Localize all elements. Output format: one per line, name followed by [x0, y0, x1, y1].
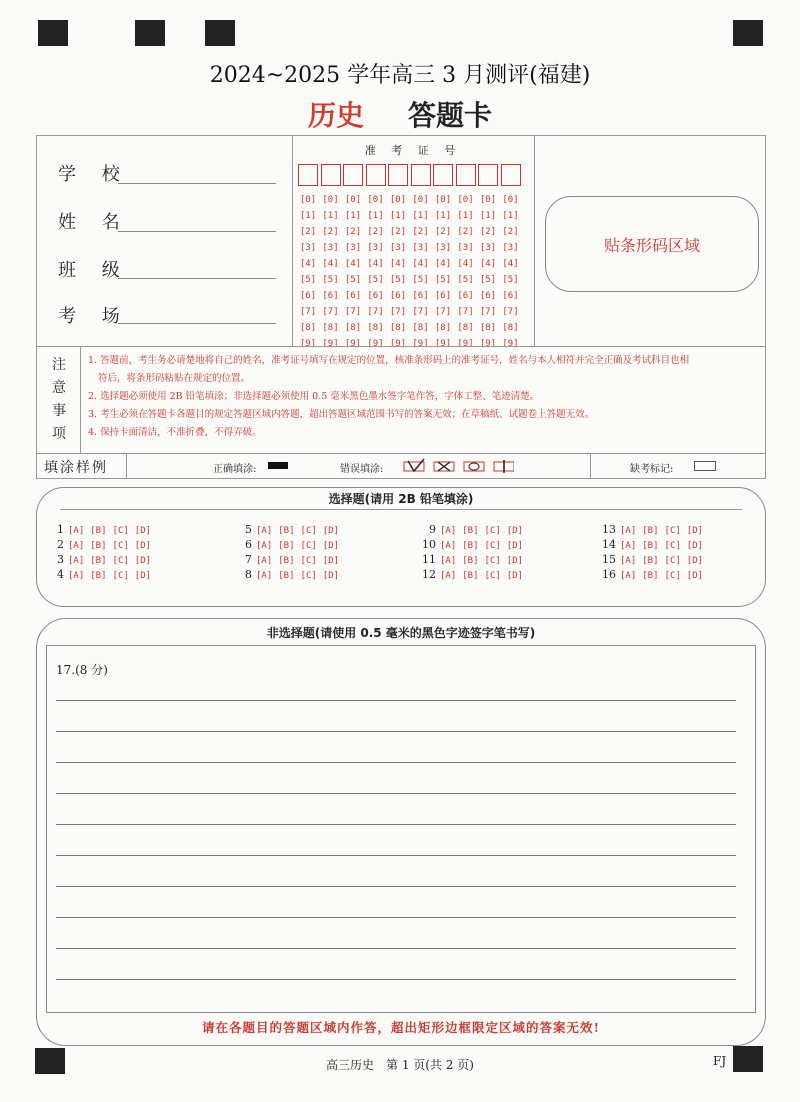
mcq-question-row	[420, 523, 529, 536]
mcq-question-row	[420, 538, 529, 551]
digit-bubble[interactable]: [3]	[344, 243, 362, 253]
digit-bubble[interactable]: [9]	[412, 339, 429, 349]
digit-bubble[interactable]: [4]	[299, 259, 317, 269]
digit-bubble[interactable]: [8]	[322, 323, 339, 333]
name-field[interactable]	[118, 231, 276, 232]
id-digit-column[interactable]	[343, 192, 363, 352]
id-digit-cell[interactable]	[366, 164, 386, 186]
question-number: 1	[57, 523, 64, 536]
id-digit-column[interactable]	[388, 192, 408, 352]
option-bubble[interactable]: [B]	[278, 556, 295, 566]
digit-bubble[interactable]: [1]	[502, 211, 519, 221]
digit-bubble[interactable]: [1]	[434, 211, 452, 221]
option-bubble[interactable]: [A]	[256, 571, 273, 581]
digit-bubble[interactable]: [6]	[322, 291, 339, 301]
answer-line[interactable]	[56, 855, 736, 856]
digit-bubble[interactable]: [4]	[502, 259, 519, 269]
digit-bubble[interactable]: [8]	[412, 323, 429, 333]
question-number: 9	[429, 523, 436, 536]
digit-bubble[interactable]: [3]	[322, 243, 339, 253]
digit-bubble[interactable]: [3]	[502, 243, 519, 253]
option-bubble[interactable]: [C]	[112, 571, 129, 581]
digit-bubble[interactable]: [1]	[479, 211, 497, 221]
question-number: 8	[245, 568, 252, 581]
digit-bubble[interactable]: [0]	[344, 195, 362, 205]
digit-bubble[interactable]: [3]	[412, 243, 429, 253]
option-bubble[interactable]: [C]	[664, 541, 681, 551]
subject-name: 历史	[307, 99, 364, 132]
digit-bubble[interactable]: [3]	[367, 243, 384, 253]
room-field[interactable]	[118, 323, 276, 324]
barcode-area[interactable]: 贴条形码区域	[545, 196, 759, 292]
option-bubble[interactable]: [C]	[300, 571, 317, 581]
notice-line: 符后，将条形码粘贴在规定的位置。	[98, 373, 251, 384]
option-bubble[interactable]: [D]	[686, 556, 704, 566]
option-bubble[interactable]: [C]	[664, 526, 681, 536]
notice-line: 4. 保持卡面清洁，不准折叠，不得弄破。	[88, 427, 262, 438]
option-bubble[interactable]: [A]	[440, 571, 457, 581]
question-number: 15	[602, 553, 616, 566]
answer-line[interactable]	[56, 979, 736, 980]
wrong-fill-samples	[402, 458, 514, 474]
digit-bubble[interactable]: [7]	[412, 307, 429, 317]
digit-bubble[interactable]: [5]	[457, 275, 474, 285]
option-bubble[interactable]: [D]	[322, 541, 340, 551]
option-bubble[interactable]: [A]	[620, 571, 637, 581]
mcq-question-row	[48, 523, 157, 536]
notice-line: 1. 答题前，考生务必请楚地将自己的姓名，准考证号填写在规定的位置，核准条形码上的准考证号，姓名与本人相符并完全正确及考试科目也相	[88, 355, 690, 366]
option-bubble[interactable]: [B]	[278, 571, 295, 581]
notice-line: 2. 选择题必须使用 2B 铅笔填涂；非选择题必须使用 0.5 毫米黑色墨水签字笔作答，字体工整、笔迹清楚。	[88, 391, 540, 402]
option-bubble[interactable]: [A]	[440, 556, 457, 566]
mcq-question-row	[236, 523, 345, 536]
digit-bubble[interactable]: [7]	[434, 307, 452, 317]
id-digit-cell[interactable]	[501, 164, 521, 186]
digit-bubble[interactable]: [2]	[344, 227, 362, 237]
digit-bubble[interactable]: [3]	[389, 243, 407, 253]
digit-bubble[interactable]: [4]	[479, 259, 497, 269]
question-number: 16	[602, 568, 616, 581]
mcq-question-row	[420, 553, 529, 566]
id-digit-cell[interactable]	[388, 164, 408, 186]
timing-mark	[733, 20, 763, 46]
option-bubble[interactable]: [C]	[300, 556, 317, 566]
mcq-question-row	[236, 538, 345, 551]
digit-bubble[interactable]: [0]	[457, 195, 474, 205]
mcq-question-row	[236, 568, 345, 581]
option-bubble[interactable]: [D]	[686, 571, 704, 581]
option-bubble[interactable]: [B]	[462, 541, 479, 551]
digit-bubble[interactable]: [5]	[322, 275, 339, 285]
option-bubble[interactable]: [C]	[484, 571, 501, 581]
digit-bubble[interactable]: [4]	[389, 259, 407, 269]
option-bubble[interactable]: [C]	[112, 526, 129, 536]
id-digit-column[interactable]	[456, 192, 476, 352]
digit-bubble[interactable]: [3]	[299, 243, 317, 253]
option-bubble[interactable]: [A]	[68, 526, 85, 536]
id-digit-column[interactable]	[411, 192, 431, 352]
option-bubble[interactable]: [C]	[484, 556, 501, 566]
digit-bubble[interactable]: [4]	[412, 259, 429, 269]
question-number: 5	[245, 523, 252, 536]
question-number: 2	[57, 538, 64, 551]
digit-bubble[interactable]: [6]	[502, 291, 519, 301]
option-bubble[interactable]: [D]	[686, 541, 704, 551]
answer-line[interactable]	[56, 793, 736, 794]
digit-bubble[interactable]: [9]	[367, 339, 384, 349]
option-bubble[interactable]: [B]	[642, 541, 659, 551]
digit-bubble[interactable]: [2]	[367, 227, 384, 237]
mcq-question-row	[48, 538, 157, 551]
digit-bubble[interactable]: [9]	[502, 339, 519, 349]
id-digit-cell[interactable]	[433, 164, 453, 186]
correct-fill-sample	[268, 462, 288, 469]
id-digit-column[interactable]	[501, 192, 521, 352]
digit-bubble[interactable]: [2]	[502, 227, 519, 237]
digit-bubble[interactable]: [1]	[299, 211, 317, 221]
digit-bubble[interactable]: [4]	[367, 259, 384, 269]
room-label: 考 场	[58, 306, 130, 327]
option-bubble[interactable]: [D]	[506, 571, 524, 581]
option-bubble[interactable]: [A]	[68, 556, 85, 566]
digit-bubble[interactable]: [5]	[367, 275, 384, 285]
digit-bubble[interactable]: [0]	[412, 195, 429, 205]
digit-bubble[interactable]: [1]	[457, 211, 474, 221]
digit-bubble[interactable]: [8]	[389, 323, 407, 333]
notice-lines	[88, 352, 690, 442]
option-bubble[interactable]: [A]	[68, 541, 85, 551]
option-bubble[interactable]: [C]	[300, 541, 317, 551]
option-bubble[interactable]: [C]	[664, 571, 681, 581]
option-bubble[interactable]: [D]	[506, 526, 524, 536]
option-bubble[interactable]: [D]	[134, 556, 152, 566]
digit-bubble[interactable]: [8]	[367, 323, 384, 333]
digit-bubble[interactable]: [9]	[322, 339, 339, 349]
card-heading	[0, 94, 800, 134]
id-digit-cell[interactable]	[298, 164, 318, 186]
option-bubble[interactable]: [B]	[278, 541, 295, 551]
mcq-question-row	[600, 553, 709, 566]
option-bubble[interactable]: [D]	[322, 556, 340, 566]
option-bubble[interactable]: [B]	[642, 526, 659, 536]
digit-bubble[interactable]: [8]	[434, 323, 452, 333]
timing-mark	[135, 20, 165, 46]
option-bubble[interactable]: [B]	[90, 526, 107, 536]
question-number: 6	[245, 538, 252, 551]
digit-bubble[interactable]: [2]	[434, 227, 452, 237]
answer-line[interactable]	[56, 762, 736, 763]
class-field[interactable]	[118, 278, 276, 279]
digit-bubble[interactable]: [8]	[479, 323, 497, 333]
digit-bubble[interactable]: [8]	[457, 323, 474, 333]
digit-bubble[interactable]: [4]	[457, 259, 474, 269]
id-digit-column[interactable]	[298, 192, 318, 352]
option-bubble[interactable]: [B]	[462, 556, 479, 566]
option-bubble[interactable]: [A]	[620, 526, 637, 536]
digit-bubble[interactable]: [7]	[479, 307, 497, 317]
digit-bubble[interactable]: [7]	[344, 307, 362, 317]
digit-bubble[interactable]: [7]	[299, 307, 317, 317]
option-bubble[interactable]: [B]	[278, 526, 295, 536]
option-bubble[interactable]: [B]	[462, 571, 479, 581]
id-digit-cell[interactable]	[456, 164, 476, 186]
fill-sample-label: 填涂样例	[44, 460, 108, 476]
school-field[interactable]	[118, 183, 276, 184]
answer-line[interactable]	[56, 948, 736, 949]
answer-line[interactable]	[56, 731, 736, 732]
digit-bubble[interactable]: [9]	[299, 339, 317, 349]
option-bubble[interactable]: [A]	[68, 571, 85, 581]
digit-bubble[interactable]: [6]	[299, 291, 317, 301]
id-digit-cell[interactable]	[478, 164, 498, 186]
mcq-question-row	[236, 553, 345, 566]
digit-bubble[interactable]: [0]	[322, 195, 339, 205]
answer-line[interactable]	[56, 886, 736, 887]
option-bubble[interactable]: [B]	[90, 571, 107, 581]
digit-bubble[interactable]: [2]	[412, 227, 429, 237]
digit-bubble[interactable]: [9]	[344, 339, 362, 349]
digit-bubble[interactable]: [6]	[344, 291, 362, 301]
digit-bubble[interactable]: [7]	[457, 307, 474, 317]
digit-bubble[interactable]: [7]	[322, 307, 339, 317]
digit-bubble[interactable]: [3]	[434, 243, 452, 253]
digit-bubble[interactable]: [8]	[299, 323, 317, 333]
absent-label: 缺考标记:	[630, 464, 674, 475]
question-number: 10	[422, 538, 436, 551]
mcq-question-row	[48, 568, 157, 581]
notice-label: 注 意 事 项	[52, 357, 66, 442]
option-bubble[interactable]: [D]	[322, 571, 340, 581]
digit-bubble[interactable]: [6]	[367, 291, 384, 301]
digit-bubble[interactable]: [3]	[479, 243, 497, 253]
answer-line[interactable]	[56, 700, 736, 701]
page-footer: 高三历史 第 1 页(共 2 页)	[326, 1058, 474, 1072]
mcq-question-row	[600, 523, 709, 536]
option-bubble[interactable]: [C]	[664, 556, 681, 566]
digit-bubble[interactable]: [6]	[412, 291, 429, 301]
correct-fill-label: 正确填涂:	[213, 464, 257, 475]
digit-bubble[interactable]: [1]	[322, 211, 339, 221]
id-digit-column[interactable]	[366, 192, 386, 352]
id-digit-column[interactable]	[478, 192, 498, 352]
option-bubble[interactable]: [C]	[112, 541, 129, 551]
class-label: 班 级	[58, 260, 130, 281]
option-bubble[interactable]: [C]	[484, 541, 501, 551]
digit-bubble[interactable]: [3]	[457, 243, 474, 253]
digit-bubble[interactable]: [6]	[389, 291, 407, 301]
digit-bubble[interactable]: [4]	[434, 259, 452, 269]
digit-bubble[interactable]: [6]	[479, 291, 497, 301]
option-bubble[interactable]: [A]	[440, 526, 457, 536]
option-bubble[interactable]: [B]	[642, 571, 659, 581]
digit-bubble[interactable]: [8]	[502, 323, 519, 333]
option-bubble[interactable]: [A]	[256, 556, 273, 566]
digit-bubble[interactable]: [4]	[322, 259, 339, 269]
option-bubble[interactable]: [C]	[112, 556, 129, 566]
digit-bubble[interactable]: [0]	[434, 195, 452, 205]
id-digit-column[interactable]	[321, 192, 341, 352]
digit-bubble[interactable]: [1]	[367, 211, 384, 221]
timing-mark	[38, 20, 68, 46]
timing-mark	[205, 20, 235, 46]
boundary-warning: 请在各题目的答题区域内作答，超出矩形边框限定区域的答案无效!	[202, 1020, 600, 1035]
school-label: 学 校	[58, 164, 130, 185]
digit-bubble[interactable]: [1]	[344, 211, 362, 221]
mcq-question-row	[600, 568, 709, 581]
option-bubble[interactable]: [B]	[642, 556, 659, 566]
option-bubble[interactable]: [B]	[90, 556, 107, 566]
region-code: FJ	[713, 1054, 727, 1068]
answer-line[interactable]	[56, 917, 736, 918]
digit-bubble[interactable]: [6]	[457, 291, 474, 301]
card-label: 答题卡	[408, 99, 493, 132]
question-number: 17.(8 分)	[56, 663, 108, 677]
option-bubble[interactable]: [D]	[506, 541, 524, 551]
digit-bubble[interactable]: [1]	[389, 211, 407, 221]
question-number: 3	[57, 553, 64, 566]
answer-line[interactable]	[56, 824, 736, 825]
option-bubble[interactable]: [C]	[484, 526, 501, 536]
digit-bubble[interactable]: [1]	[412, 211, 429, 221]
digit-bubble[interactable]: [2]	[322, 227, 339, 237]
digit-bubble[interactable]: [5]	[299, 275, 317, 285]
digit-bubble[interactable]: [0]	[479, 195, 497, 205]
option-bubble[interactable]: [D]	[506, 556, 524, 566]
digit-bubble[interactable]: [2]	[389, 227, 407, 237]
option-bubble[interactable]: [A]	[440, 541, 457, 551]
absent-mark-box[interactable]	[694, 461, 716, 471]
notice-line: 3. 考生必须在答题卡各题目的规定答题区域内答题，超出答题区域范围书写的答案无效；在草稿纸、试题卷上答题无效。	[88, 409, 595, 420]
wrong-fill-label: 错误填涂:	[340, 464, 384, 475]
digit-bubble[interactable]: [0]	[502, 195, 519, 205]
digit-bubble[interactable]: [7]	[367, 307, 384, 317]
option-bubble[interactable]: [A]	[256, 526, 273, 536]
digit-bubble[interactable]: [9]	[479, 339, 497, 349]
mcq-title: 选择题(请用 2B 铅笔填涂)	[328, 492, 474, 506]
digit-bubble[interactable]: [2]	[299, 227, 317, 237]
digit-bubble[interactable]: [9]	[434, 339, 452, 349]
digit-bubble[interactable]: [2]	[457, 227, 474, 237]
digit-bubble[interactable]: [7]	[502, 307, 519, 317]
id-digit-cell[interactable]	[321, 164, 341, 186]
digit-bubble[interactable]: [8]	[344, 323, 362, 333]
mcq-question-row	[48, 553, 157, 566]
digit-bubble[interactable]: [5]	[502, 275, 519, 285]
digit-bubble[interactable]: [4]	[344, 259, 362, 269]
digit-bubble[interactable]: [5]	[344, 275, 362, 285]
id-digit-cell[interactable]	[411, 164, 431, 186]
digit-bubble[interactable]: [0]	[299, 195, 317, 205]
option-bubble[interactable]: [A]	[256, 541, 273, 551]
digit-bubble[interactable]: [6]	[434, 291, 452, 301]
name-label: 姓 名	[58, 212, 130, 233]
digit-bubble[interactable]: [5]	[389, 275, 407, 285]
digit-bubble[interactable]: [9]	[389, 339, 407, 349]
digit-bubble[interactable]: [7]	[389, 307, 407, 317]
option-bubble[interactable]: [D]	[134, 541, 152, 551]
digit-bubble[interactable]: [2]	[479, 227, 497, 237]
option-bubble[interactable]: [D]	[686, 526, 704, 536]
digit-bubble[interactable]: [5]	[434, 275, 452, 285]
option-bubble[interactable]: [B]	[462, 526, 479, 536]
id-digit-column[interactable]	[433, 192, 453, 352]
question-number: 14	[602, 538, 616, 551]
option-bubble[interactable]: [A]	[620, 556, 637, 566]
digit-bubble[interactable]: [0]	[389, 195, 407, 205]
question-number: 12	[422, 568, 436, 581]
option-bubble[interactable]: [A]	[620, 541, 637, 551]
option-bubble[interactable]: [C]	[300, 526, 317, 536]
option-bubble[interactable]: [D]	[134, 571, 152, 581]
digit-bubble[interactable]: [9]	[457, 339, 474, 349]
question-number: 13	[602, 523, 616, 536]
exam-title: 2024~2025 学年高三 3 月测评(福建)	[209, 63, 591, 88]
option-bubble[interactable]: [D]	[134, 526, 152, 536]
option-bubble[interactable]: [B]	[90, 541, 107, 551]
option-bubble[interactable]: [D]	[322, 526, 340, 536]
digit-bubble[interactable]: [5]	[479, 275, 497, 285]
digit-bubble[interactable]: [5]	[412, 275, 429, 285]
id-digit-cell[interactable]	[343, 164, 363, 186]
mcq-question-row	[420, 568, 529, 581]
mcq-question-row	[600, 538, 709, 551]
essay-title: 非选择题(请使用 0.5 毫米的黑色字迹签字笔书写)	[266, 626, 536, 640]
id-label: 准 考 证 号	[364, 144, 462, 157]
question-number: 11	[422, 553, 436, 566]
digit-bubble[interactable]: [0]	[367, 195, 384, 205]
question-number: 7	[245, 553, 252, 566]
question-number: 4	[57, 568, 64, 581]
